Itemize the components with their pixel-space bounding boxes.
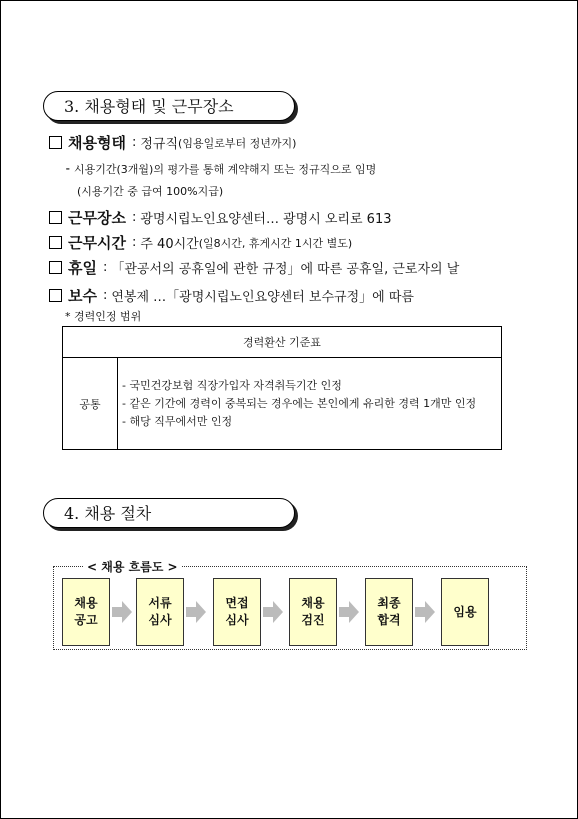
employment-type-value: 정규직 [140,137,179,152]
employment-type-item [49,132,296,153]
flow-step-document-review: 서류 심사 [136,578,184,646]
workplace-item [49,207,392,228]
pay-value: 연봉제 …「광명시립노인요양센터 보수규정」에 따름 [111,290,414,305]
colon: : [131,210,137,225]
arrow-right-icon [415,601,435,623]
checkbox-icon [49,261,62,274]
probation-line: ⁃ 시용기간(3개월)의 평가를 통해 계약해지 또는 정규직으로 임명 [65,163,377,176]
work-hours-label: 근무시간 [68,234,126,252]
checkbox-icon [49,136,62,149]
flow-step-job-posting: 채용 공고 [62,578,110,646]
holiday-item [49,257,459,278]
table-line: - 같은 기간에 경력이 중복되는 경우에는 본인에게 유리한 경력 1개만 인정 [122,396,477,410]
flow-title: < 채용 흐름도 > [83,558,182,575]
flow-step-health-check: 채용 검진 [289,578,337,646]
colon: : [102,288,108,303]
holiday-value: 「관공서의 공휴일에 관한 규정」에 따른 공휴일, 근로자의 날 [111,262,460,277]
checkbox-icon [49,289,62,302]
employment-type-note: (임용일로부터 정년까지) [178,136,297,150]
table-line: - 해당 직무에서만 인정 [122,414,233,428]
colon: : [131,135,137,150]
table-description [118,358,502,450]
workplace-label: 근무장소 [68,209,126,227]
arrow-right-icon [263,601,283,623]
work-hours-note: (일8시간, 휴게시간 1시간 별도) [198,236,353,250]
holiday-label: 휴일 [68,259,97,277]
flow-step-appointment: 임용 [441,578,489,646]
arrow-right-icon [112,601,132,623]
career-conversion-table [62,326,502,450]
checkbox-icon [49,211,62,224]
table-line: - 국민건강보험 직장가입자 자격취득기간 인정 [122,378,342,392]
table-category: 공통 [63,358,118,450]
work-hours-item [49,232,352,253]
arrow-right-icon [339,601,359,623]
career-note: * 경력인정 범위 [65,310,142,323]
arrow-right-icon [186,601,206,623]
probation-pay-line: (시용기간 중 급여 100%지급) [77,185,224,198]
pay-label: 보수 [68,287,97,305]
colon: : [102,260,108,275]
colon: : [131,235,137,250]
flow-step-final-pass: 최종 합격 [365,578,413,646]
pay-item [49,285,414,306]
workplace-value: 광명시립노인요양센터… 광명시 오리로 613 [140,212,392,227]
flow-step-interview: 면접 심사 [213,578,261,646]
section4-heading: 4. 채용 절차 [43,498,295,528]
work-hours-value: 주 40시간 [140,237,199,252]
section3-heading: 3. 채용형태 및 근무장소 [43,91,295,121]
employment-type-label: 채용형태 [68,134,126,152]
table-title: 경력환산 기준표 [63,327,502,358]
checkbox-icon [49,236,62,249]
